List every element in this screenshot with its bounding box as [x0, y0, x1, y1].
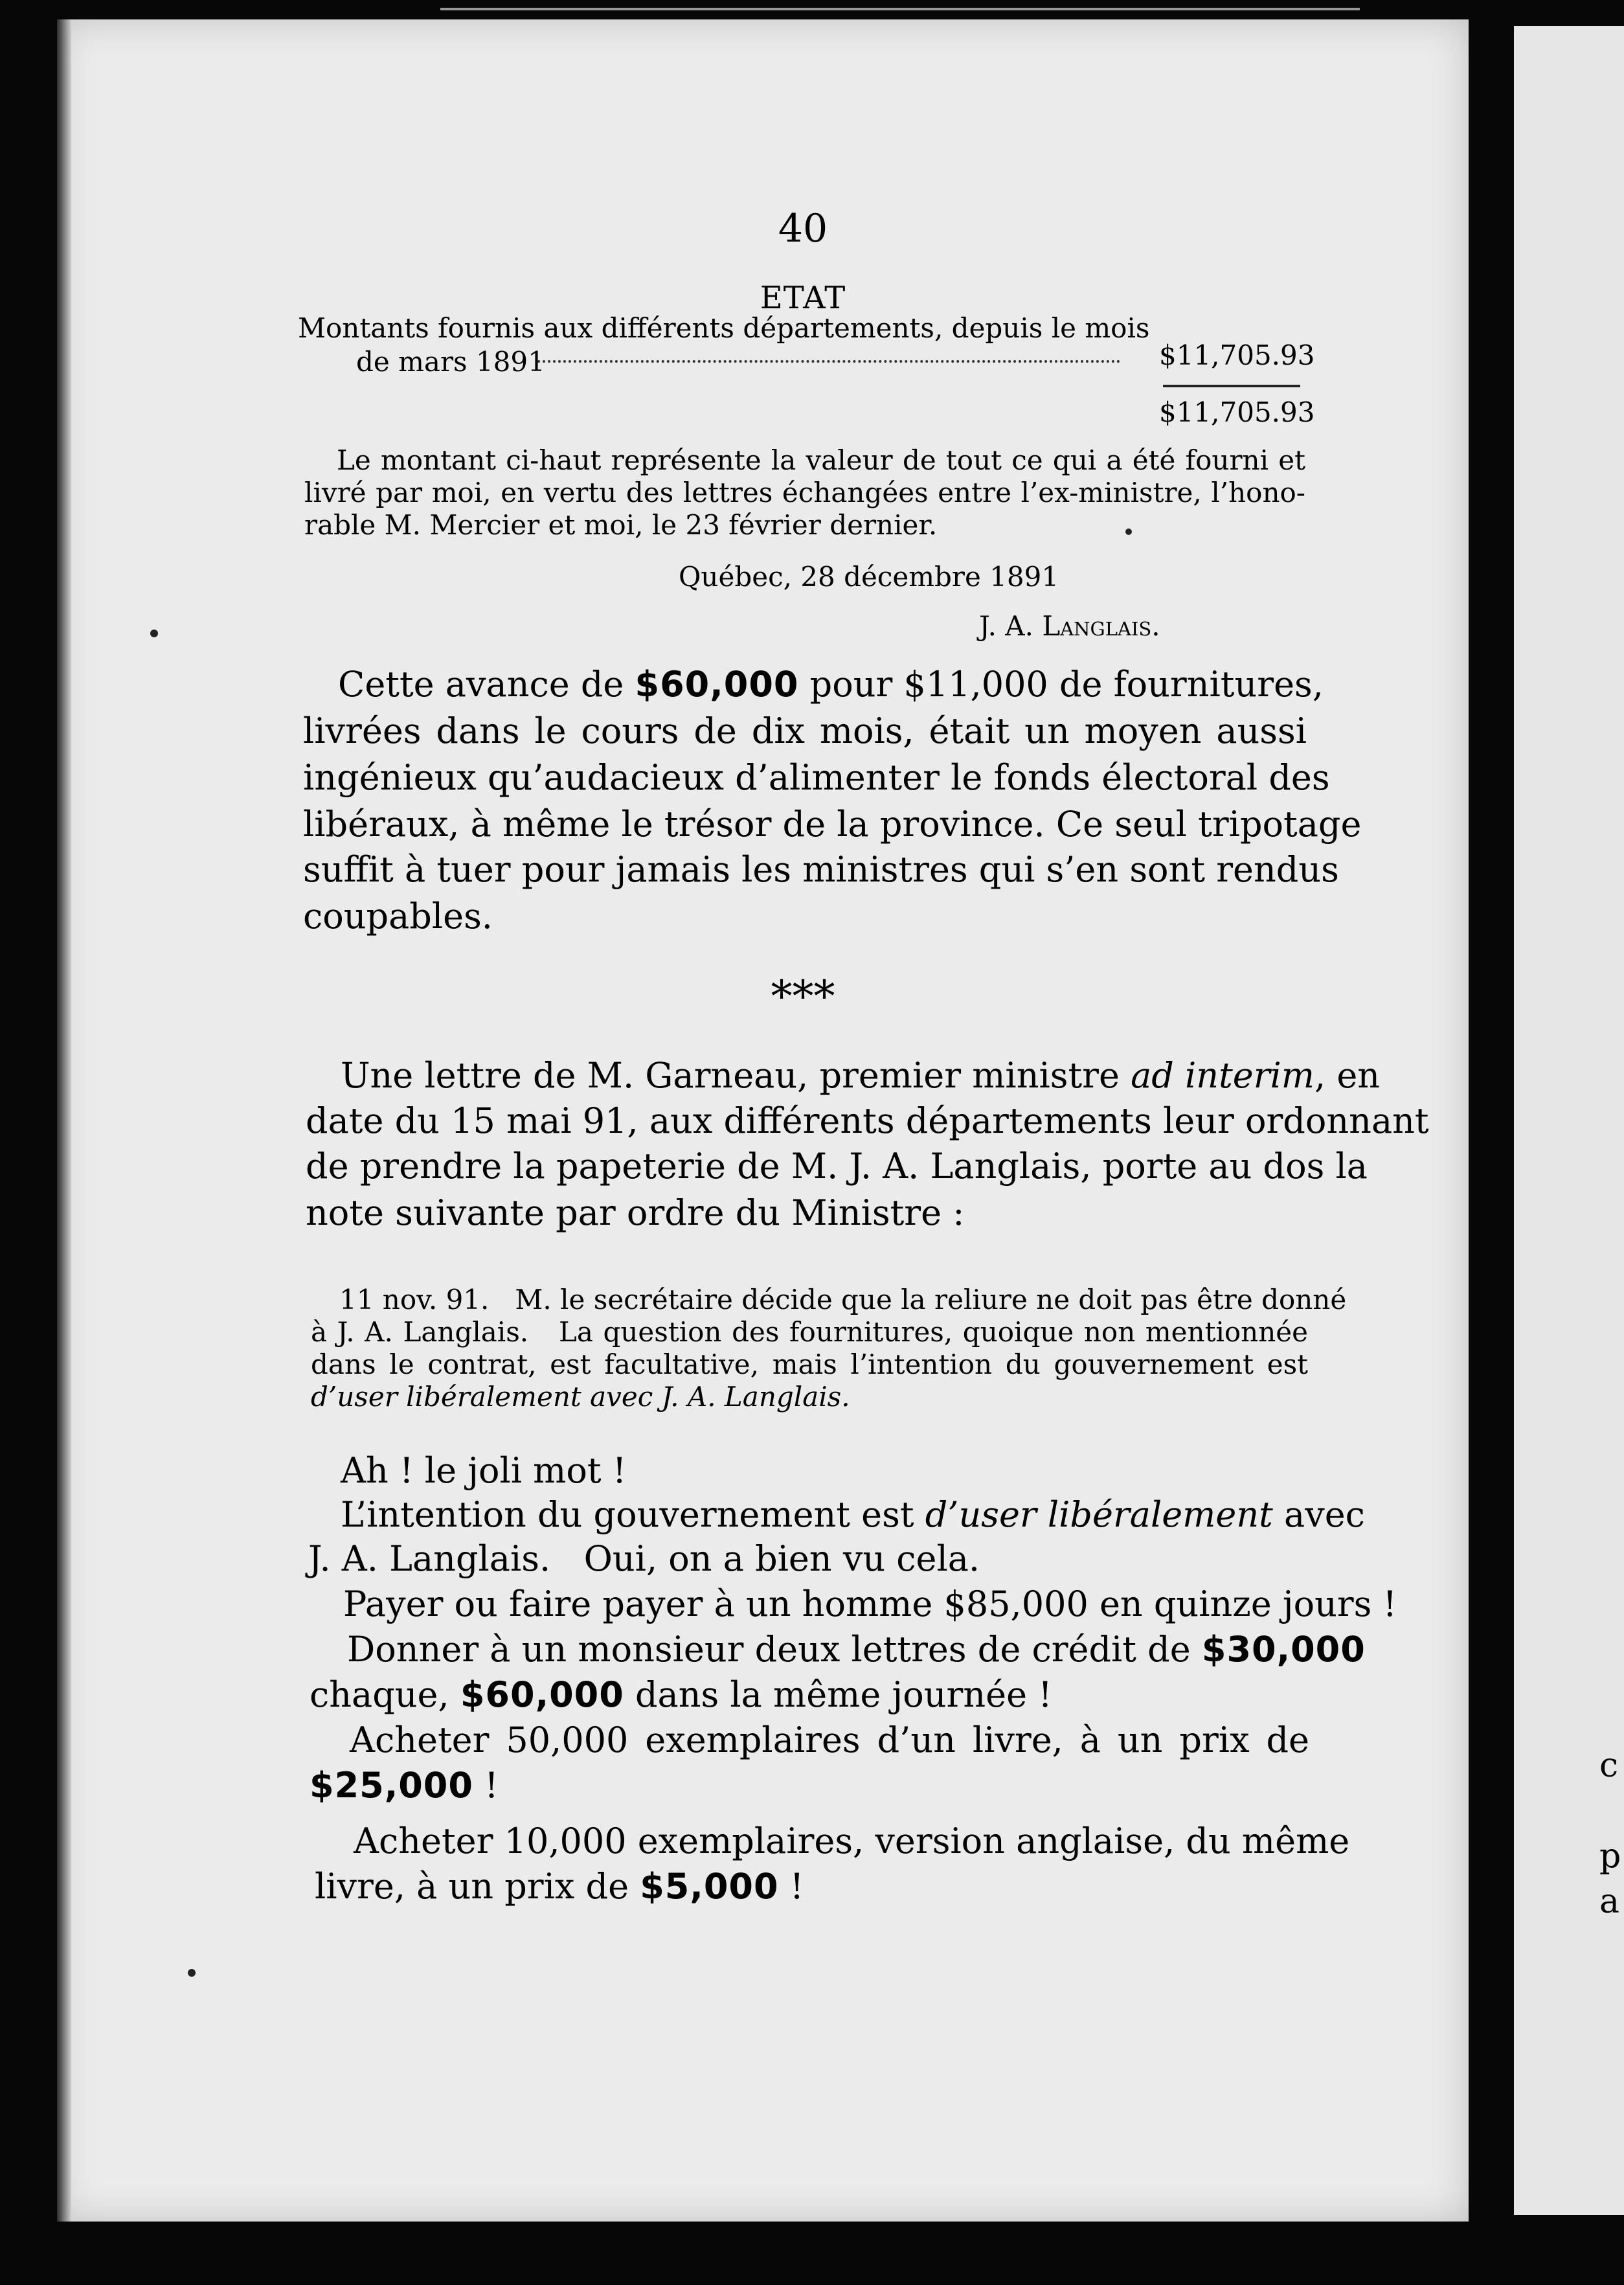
text-span: avec: [1272, 1494, 1365, 1535]
adjacent-page-fragment: c: [1599, 1746, 1619, 1785]
money-amount: $60,000: [635, 664, 799, 705]
para-line: [310, 1674, 1052, 1715]
statement-line: de mars 1891: [356, 346, 545, 378]
note-line: livré par moi, en vertu des lettres échangées entre l’ex-ministre, l’hono-: [304, 477, 1305, 508]
text-span: pour $11,000 de fournitures,: [798, 664, 1324, 705]
para-line: ingénieux qu’audacieux d’alimenter le fonds électoral des: [303, 757, 1330, 798]
scan-speck: [188, 1969, 196, 1977]
scan-speck: [1125, 529, 1132, 535]
money-amount: $60,000: [460, 1674, 624, 1715]
adjacent-page-fragment: a: [1599, 1882, 1620, 1921]
dot-leader: [537, 360, 1120, 363]
note-line: Le montant ci-haut représente la valeur de tout ce qui a été fourni et: [337, 444, 1305, 476]
para-line: libéraux, à même le trésor de la province. Ce seul tripotage: [303, 804, 1362, 845]
adjacent-page-fragment: p: [1599, 1837, 1621, 1876]
quote-line: à J. A. Langlais. La question des fournitures, quoique non mentionnée: [311, 1316, 1308, 1348]
money-amount: $30,000: [1201, 1629, 1366, 1670]
statement-line: Montants fournis aux différents départements, depuis le mois: [298, 312, 1150, 344]
para-line: suffit à tuer pour jamais les ministres qui s’en sont rendus: [303, 849, 1339, 890]
quote-line: d’user libéralement avec J. A. Langlais.: [311, 1381, 850, 1413]
para-line: coupables.: [303, 896, 493, 937]
scan-speck: [150, 630, 158, 637]
money-amount: $5,000: [640, 1866, 779, 1907]
para-line: note suivante par ordre du Ministre :: [306, 1192, 965, 1233]
para-line: de prendre la papeterie de M. J. A. Langlais, porte au dos la: [306, 1146, 1368, 1187]
text-span: Cette avance de: [338, 664, 635, 705]
text-span: !: [778, 1866, 804, 1907]
statement-heading: ETAT: [760, 280, 846, 316]
quote-line: 11 nov. 91. M. le secrétaire décide que la reliure ne doit pas être donné: [339, 1284, 1347, 1315]
signature-name: Langlais.: [1042, 610, 1160, 642]
text-span: dans la même journée !: [624, 1674, 1052, 1715]
page-number: 40: [778, 206, 828, 251]
para-line: [338, 664, 1324, 705]
para-line: livrées dans le cours de dix mois, était un moyen aussi: [303, 711, 1307, 751]
text-span: chaque,: [310, 1674, 460, 1715]
statement-amount: $11,705.93: [1159, 339, 1315, 371]
para-line: [341, 1494, 1365, 1535]
para-line: Payer ou faire payer à un homme $85,000 en quinze jours !: [343, 1584, 1397, 1624]
section-separator: ***: [771, 972, 835, 1021]
para-line: Acheter 50,000 exemplaires d’un livre, à un prix de: [350, 1720, 1309, 1760]
quote-line: dans le contrat, est facultative, mais l’intention du gouvernement est: [311, 1348, 1308, 1380]
para-line: [347, 1629, 1366, 1670]
text-span: Donner à un monsieur deux lettres de crédit de: [347, 1629, 1202, 1670]
statement-total: $11,705.93: [1159, 396, 1315, 428]
italic-span: d’user libéralement: [925, 1494, 1273, 1535]
para-line: date du 15 mai 91, aux différents départements leur ordonnant: [306, 1100, 1429, 1141]
top-rule: [440, 8, 1360, 10]
italic-span: ad interim: [1131, 1055, 1315, 1096]
signature: [979, 610, 1160, 642]
note-line: rable M. Mercier et moi, le 23 février dernier.: [304, 509, 938, 541]
page-gutter-shadow: [57, 19, 71, 2222]
signature-initials: J. A.: [979, 610, 1033, 642]
para-line: Acheter 10,000 exemplaires, version anglaise, du même: [354, 1821, 1350, 1861]
para-line: [315, 1866, 804, 1907]
para-line: [341, 1055, 1381, 1096]
para-line: Ah ! le joli mot !: [341, 1450, 627, 1491]
para-line: J. A. Langlais. Oui, on a bien vu cela.: [308, 1538, 980, 1579]
text-span: !: [473, 1765, 499, 1806]
text-span: L’intention du gouvernement est: [341, 1494, 925, 1535]
text-span: livre, à un prix de: [315, 1866, 640, 1907]
money-amount: $25,000: [310, 1765, 473, 1806]
text-span: Une lettre de M. Garneau, premier ministre: [341, 1055, 1131, 1096]
sum-rule: [1163, 385, 1300, 387]
text-span: , en: [1314, 1055, 1381, 1096]
place-date: Québec, 28 décembre 1891: [679, 561, 1059, 593]
para-line: [310, 1765, 499, 1806]
